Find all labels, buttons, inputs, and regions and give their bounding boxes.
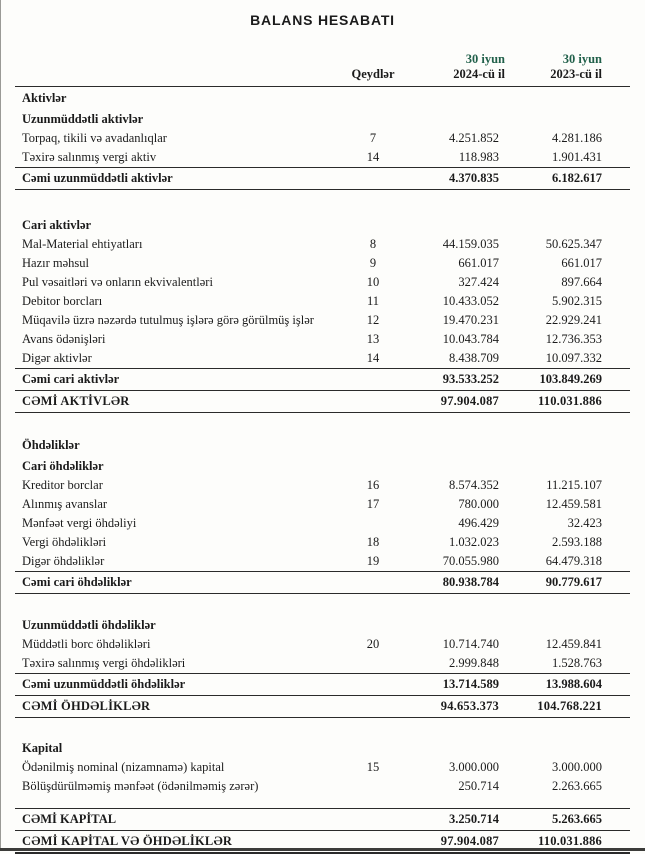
table-row [15, 129, 630, 148]
table-row [15, 758, 630, 777]
row-label: Avans ödənişləri [22, 331, 106, 346]
row-label: Müddətli borc öhdəlikləri [22, 636, 151, 651]
row-value-2024: 19.470.231 [442, 312, 499, 327]
row-value-2024 [399, 87, 505, 109]
total-row [15, 168, 630, 190]
row-value-2024: 8.438.709 [449, 350, 499, 365]
table-header-row [15, 40, 630, 87]
row-note: 19 [366, 554, 380, 568]
balance-table [15, 40, 630, 854]
row-value-2024 [399, 455, 505, 476]
row-value-2023: 22.929.241 [545, 312, 602, 327]
col-header-items [15, 40, 347, 87]
spacer-cell [15, 594, 630, 614]
row-value-2023: 110.031.886 [505, 830, 630, 853]
row-value-2023: 1.528.763 [552, 655, 602, 670]
table-row [15, 635, 630, 654]
year-label-2024: 2024-cü il [453, 67, 505, 81]
total-row [15, 808, 630, 830]
row-value-2023: 104.768.221 [505, 695, 630, 717]
total-row [15, 572, 630, 594]
row-value-2023 [505, 737, 630, 758]
row-label: Pul vəsaitləri və onların ekvivalentləri [22, 274, 213, 289]
total-row [15, 368, 630, 390]
row-note [347, 614, 399, 635]
row-label: Cari öhdəliklər [22, 459, 104, 473]
row-note [347, 777, 399, 796]
row-value-2024: 8.574.352 [449, 478, 499, 492]
row-value-2023: 11.215.107 [546, 478, 602, 492]
row-value-2023: 50.625.347 [545, 236, 602, 251]
section-row [15, 434, 630, 455]
row-label: Mal-Material ehtiyatları [22, 236, 143, 251]
row-label: Təxirə salınmış vergi aktiv [22, 150, 157, 164]
row-note [347, 695, 399, 717]
row-note: 15 [366, 760, 380, 774]
row-note: 20 [366, 636, 380, 651]
row-value-2023: 103.849.269 [505, 368, 630, 390]
row-value-2024 [399, 214, 505, 235]
period-label-2023: 30 iyun [562, 52, 602, 66]
row-value-2024: 118.983 [458, 150, 499, 164]
row-value-2024: 780.000 [458, 497, 499, 511]
section-row [15, 108, 630, 129]
row-value-2023: 1.901.431 [552, 150, 602, 164]
section-row [15, 737, 630, 758]
row-label: CƏMİ KAPİTAL VƏ ÖHDƏLİKLƏR [15, 830, 347, 853]
row-note [347, 214, 399, 235]
row-value-2023 [505, 455, 630, 476]
row-note: 9 [369, 255, 377, 270]
row-value-2023: 4.281.186 [552, 131, 602, 145]
grand-total-row [15, 390, 630, 412]
row-label: Digər öhdəliklər [22, 554, 105, 568]
row-label: Ödənilmiş nominal (nizamnamə) kapital [22, 760, 225, 774]
row-value-2023: 5.902.315 [552, 293, 602, 308]
row-label: CƏMİ ÖHDƏLİKLƏR [15, 695, 347, 717]
section-row [15, 455, 630, 476]
row-label: Cəmi uzunmüddətli aktivlər [15, 168, 347, 190]
row-label: Təxirə salınmış vergi öhdəlikləri [22, 655, 186, 670]
table-row [15, 148, 630, 168]
row-note: 10 [366, 274, 380, 289]
row-value-2024: 80.938.784 [399, 572, 505, 594]
row-value-2024: 93.533.252 [399, 368, 505, 390]
spacer-row [15, 412, 630, 434]
row-note: 11 [366, 293, 380, 308]
row-value-2023: 13.988.604 [505, 673, 630, 695]
row-label: Cəmi uzunmüddətli öhdəliklər [15, 673, 347, 695]
row-note [347, 654, 399, 674]
row-label: Kapital [22, 741, 63, 755]
spacer-cell [15, 796, 630, 808]
spacer-cell [15, 190, 630, 214]
row-label: Mənfəət vergi öhdəliyi [22, 516, 137, 530]
table-row [15, 476, 630, 495]
row-value-2023: 12.736.353 [545, 331, 602, 346]
table-row [15, 273, 630, 292]
spacer-cell [15, 412, 630, 434]
row-value-2024: 4.370.835 [399, 168, 505, 190]
row-value-2024: 13.714.589 [399, 673, 505, 695]
col-header-2023 [505, 40, 630, 87]
row-label: Uzunmüddətli aktivlər [22, 112, 144, 126]
grand-total-row [15, 695, 630, 717]
table-row [15, 330, 630, 349]
row-note [347, 87, 399, 109]
year-label-2023: 2023-cü il [550, 67, 602, 81]
row-note: 13 [366, 331, 380, 346]
table-row [15, 777, 630, 796]
row-value-2023: 12.459.581 [545, 497, 602, 511]
row-value-2023: 90.779.617 [505, 572, 630, 594]
row-value-2023: 897.664 [561, 274, 602, 289]
row-value-2024: 327.424 [458, 274, 499, 289]
row-note [347, 434, 399, 455]
row-value-2024 [399, 108, 505, 129]
row-value-2024 [399, 737, 505, 758]
row-value-2024: 44.159.035 [442, 236, 499, 251]
row-label: CƏMİ KAPİTAL [15, 808, 347, 830]
table-row [15, 349, 630, 369]
row-value-2023: 2.263.665 [552, 779, 602, 793]
col-header-notes: Qeydlər [347, 40, 399, 87]
spacer-cell [15, 717, 630, 737]
table-row [15, 552, 630, 572]
period-label-2024: 30 iyun [465, 52, 505, 66]
row-value-2023: 6.182.617 [505, 168, 630, 190]
row-value-2023: 2.593.188 [552, 535, 602, 549]
row-value-2024: 97.904.087 [399, 390, 505, 412]
row-value-2024: 250.714 [458, 779, 499, 793]
section-row [15, 614, 630, 635]
table-row [15, 533, 630, 552]
section-row [15, 87, 630, 109]
row-value-2023: 5.263.665 [505, 808, 630, 830]
row-label: Debitor borcları [22, 293, 103, 308]
spacer-row [15, 717, 630, 737]
row-value-2023 [505, 614, 630, 635]
row-value-2024: 94.653.373 [399, 695, 505, 717]
row-value-2024: 3.250.714 [399, 808, 505, 830]
row-value-2024: 3.000.000 [449, 760, 499, 774]
row-label: CƏMİ AKTİVLƏR [15, 390, 347, 412]
table-row [15, 514, 630, 533]
row-label: Uzunmüddətli öhdəliklər [22, 617, 156, 632]
row-note: 18 [366, 535, 380, 549]
row-note [347, 390, 399, 412]
row-value-2023 [505, 108, 630, 129]
row-value-2023: 3.000.000 [552, 760, 602, 774]
table-row [15, 292, 630, 311]
spacer-row [15, 190, 630, 214]
table-row [15, 254, 630, 273]
spacer-row [15, 796, 630, 808]
row-value-2023 [505, 87, 630, 109]
total-row [15, 673, 630, 695]
row-value-2023: 10.097.332 [545, 350, 602, 365]
table-row [15, 235, 630, 254]
row-note [347, 168, 399, 190]
row-value-2023: 110.031.886 [505, 390, 630, 412]
row-note [347, 514, 399, 533]
row-note [347, 368, 399, 390]
row-value-2024: 70.055.980 [442, 554, 499, 568]
spacer-row [15, 594, 630, 614]
row-value-2023 [505, 434, 630, 455]
row-value-2023: 32.423 [567, 516, 602, 530]
row-value-2023: 12.459.841 [545, 636, 602, 651]
row-note: 12 [366, 312, 380, 327]
row-note: 14 [366, 350, 380, 365]
row-note [347, 673, 399, 695]
row-label: Aktivlər [22, 91, 67, 105]
row-label: Torpaq, tikili və avadanlıqlar [22, 131, 167, 145]
row-label: Cəmi cari öhdəliklər [15, 572, 347, 594]
row-label: Öhdəliklər [22, 438, 80, 452]
row-value-2024: 4.251.852 [449, 131, 499, 145]
row-value-2024 [399, 614, 505, 635]
col-header-2024 [399, 40, 505, 87]
row-label: Müqavilə üzrə nəzərdə tutulmuş işlərə görə görülmüş işlər [22, 312, 314, 327]
row-value-2023: 64.479.318 [545, 554, 602, 568]
scan-edge-left-artifact [0, 0, 1, 851]
row-value-2024: 10.043.784 [442, 331, 499, 346]
row-value-2024: 10.433.052 [442, 293, 499, 308]
row-value-2024: 2.999.848 [449, 655, 499, 670]
row-label: Kreditor borclar [22, 478, 103, 492]
row-value-2023 [505, 214, 630, 235]
row-note [347, 108, 399, 129]
row-label: Vergi öhdəlikləri [22, 535, 107, 549]
row-label: Hazır məhsul [22, 255, 89, 270]
table-row [15, 495, 630, 514]
section-row [15, 214, 630, 235]
row-note [347, 455, 399, 476]
row-value-2024: 1.032.023 [449, 535, 499, 549]
row-note: 7 [369, 131, 377, 145]
row-note: 14 [366, 150, 380, 164]
row-note: 16 [366, 478, 380, 492]
row-value-2024 [399, 434, 505, 455]
page-title: BALANS HESABATI [250, 12, 395, 28]
row-note: 17 [366, 497, 380, 511]
table-row [15, 654, 630, 674]
row-label: Bölüşdürülməmiş mənfəət (ödənilməmiş zərər) [22, 779, 259, 793]
row-value-2023: 661.017 [561, 255, 602, 270]
row-note [347, 737, 399, 758]
row-value-2024: 496.429 [458, 516, 499, 530]
row-note [347, 572, 399, 594]
row-value-2024: 10.714.740 [442, 636, 499, 651]
table-row [15, 311, 630, 330]
row-label: Cari aktivlər [22, 217, 92, 232]
row-value-2024: 661.017 [458, 255, 499, 270]
row-label: Alınmış avanslar [22, 497, 108, 511]
row-label: Digər aktivlər [22, 350, 92, 365]
row-value-2024: 97.904.087 [399, 830, 505, 853]
row-label: Cəmi cari aktivlər [15, 368, 347, 390]
row-note [347, 808, 399, 830]
row-note: 8 [369, 236, 377, 251]
